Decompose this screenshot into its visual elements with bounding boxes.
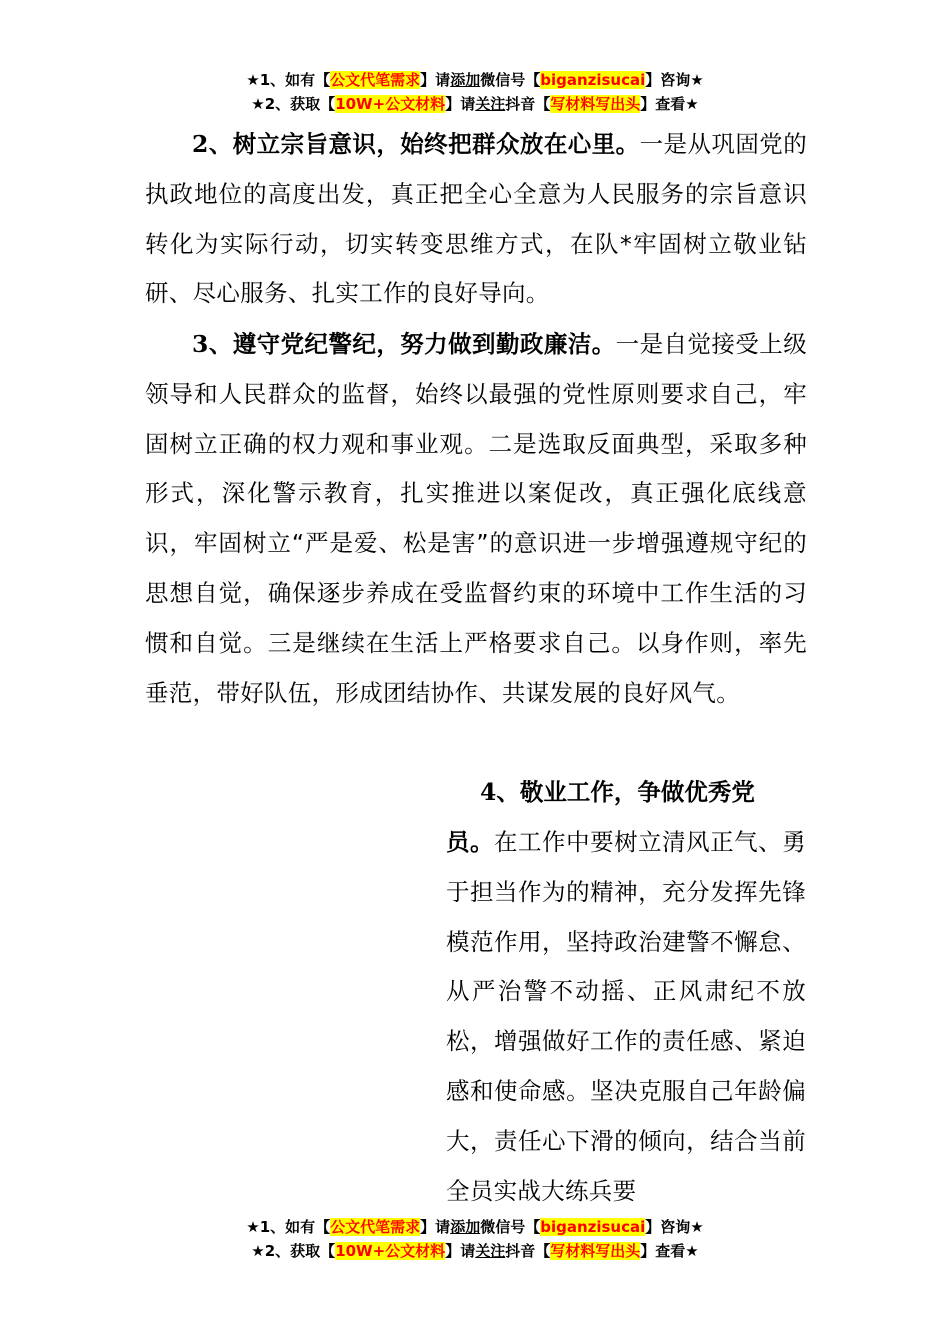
banner-text: 】查看★	[640, 1242, 699, 1260]
paragraph-4	[446, 818, 806, 1216]
banner-text: 微信号【	[480, 71, 541, 89]
banner-text: ★1、如有【	[246, 1218, 331, 1236]
banner-text: 抖音【	[505, 95, 551, 113]
banner-text: 】咨询★	[645, 71, 704, 89]
footer-banner	[0, 1215, 950, 1263]
ghostwriting-highlight: 公文代笔需求	[330, 71, 421, 89]
banner-line-1	[0, 1215, 950, 1239]
paragraph-2	[145, 120, 807, 319]
ghostwriting-highlight: 公文代笔需求	[330, 1218, 421, 1236]
banner-text: 】请	[445, 1242, 476, 1260]
wechat-id-highlight: biganzisucai	[540, 71, 646, 89]
paragraph-4-text: 在工作中要树立清风正气、勇于担当作为的精神，充分发挥先锋模范作用，坚持政治建警不懈怠、从严治警不动摇、正风肃纪不放松，增强做好工作的责任感、紧迫感和使命感。坚决克服自己年龄偏大，责任心下滑的倾向，结合当前全员实战大练兵要	[446, 828, 806, 1205]
materials-highlight: 10W+公文材料	[335, 95, 446, 113]
banner-text: 】请	[420, 71, 451, 89]
paragraph-3-text: 一是自觉接受上级领导和人民群众的监督，始终以最强的党性原则要求自己，牢固树立正确的权力观和事业观。二是选取反面典型，采取多种形式，深化警示教育，扎实推进以案促改，真正强化底线意识，牢固树立“严是爱、松是害”的意识进一步增强遵规守纪的思想自觉，确保逐步养成在受监督约束的环境中工作生活的习惯和自觉。三是继续在生活上严格要求自己。以身作则，率先垂范，带好队伍，形成团结协作、共谋发展的良好风气。	[145, 330, 807, 707]
paragraph-4-heading-cont: 员。	[446, 828, 495, 856]
banner-line-1	[0, 68, 950, 92]
header-banner	[0, 68, 950, 116]
banner-line-2	[0, 1239, 950, 1263]
banner-text: 】请	[420, 1218, 451, 1236]
banner-text: ★2、获取【	[251, 95, 336, 113]
douyin-highlight: 写材料写出头	[550, 95, 641, 113]
paragraph-2-text: 一是从巩固党的执政地位的高度出发，真正把全心全意为人民服务的宗旨意识转化为实际行动，切实转变思维方式，在队*牢固树立敬业钻研、尽心服务、扎实工作的良好导向。	[145, 130, 807, 308]
wechat-id-highlight: biganzisucai	[540, 1218, 646, 1236]
banner-text: ★1、如有【	[246, 71, 331, 89]
banner-underlined-text: 添加	[450, 1218, 481, 1236]
banner-underlined-text: 添加	[450, 71, 481, 89]
banner-underlined-text: 关注	[475, 1242, 506, 1260]
banner-underlined-text: 关注	[475, 95, 506, 113]
banner-text: 】查看★	[640, 95, 699, 113]
paragraph-4-heading: 4、敬业工作，争做优秀党	[480, 778, 755, 806]
materials-highlight: 10W+公文材料	[335, 1242, 446, 1260]
paragraph-2-heading: 2、树立宗旨意识，始终把群众放在心里。	[192, 130, 640, 158]
douyin-highlight: 写材料写出头	[550, 1242, 641, 1260]
banner-text: 微信号【	[480, 1218, 541, 1236]
paragraph-3	[145, 320, 807, 718]
banner-line-2	[0, 92, 950, 116]
banner-text: 】请	[445, 95, 476, 113]
banner-text: 】咨询★	[645, 1218, 704, 1236]
banner-text: ★2、获取【	[251, 1242, 336, 1260]
paragraph-3-heading: 3、遵守党纪警纪，努力做到勤政廉洁。	[192, 330, 616, 358]
banner-text: 抖音【	[505, 1242, 551, 1260]
